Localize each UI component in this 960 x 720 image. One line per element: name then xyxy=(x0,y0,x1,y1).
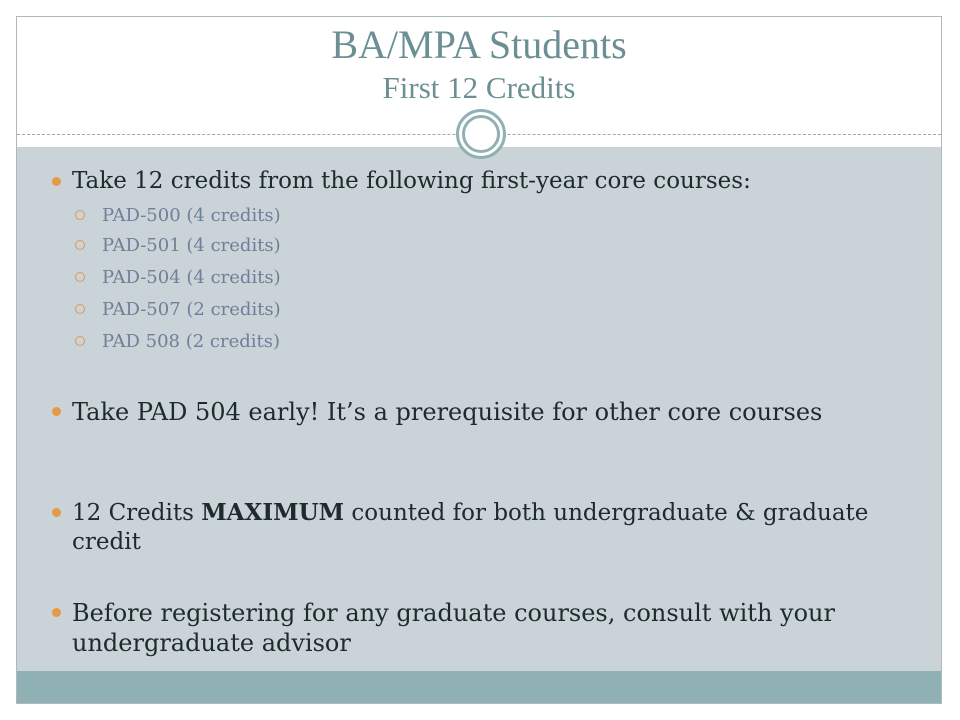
bullet-text-part: counted for both undergraduate & graduate credit xyxy=(72,500,869,555)
slide-content xyxy=(17,17,941,703)
sub-item-text: PAD-500 (4 credits) xyxy=(102,205,281,226)
bullet-dot-icon xyxy=(52,608,61,617)
sub-list-item xyxy=(75,234,675,258)
sub-list-item xyxy=(75,266,675,290)
bullet-dot-icon xyxy=(52,508,61,517)
bullet-text: Take 12 credits from the following first-year core courses: xyxy=(72,168,751,194)
sub-list-item xyxy=(75,330,675,354)
circle-bullet-icon xyxy=(75,272,85,282)
slide-subtitle: First 12 Credits xyxy=(382,70,576,105)
bullet-dot-icon xyxy=(52,177,61,186)
circle-bullet-icon xyxy=(75,304,85,314)
circle-bullet-icon xyxy=(75,336,85,346)
bullet-text xyxy=(72,498,912,557)
sub-item-text: PAD-501 (4 credits) xyxy=(102,235,281,256)
bullet-text-emphasis: MAXIMUM xyxy=(201,499,345,526)
circle-bullet-icon xyxy=(75,240,85,250)
sub-item-text: PAD-504 (4 credits) xyxy=(102,267,281,288)
circle-bullet-icon xyxy=(75,210,85,220)
bullet-text-part: 12 Credits xyxy=(72,500,202,526)
slide-title: BA/MPA Students xyxy=(331,22,627,67)
bullet-dot-icon xyxy=(52,407,61,416)
bullet-text: Take PAD 504 early! It’s a prerequisite for other core courses xyxy=(72,398,823,426)
bullet-text: Before registering for any graduate courses, consult with your undergraduate advisor xyxy=(72,599,835,657)
sub-item-text: PAD-507 (2 credits) xyxy=(102,299,281,320)
slide xyxy=(16,16,942,704)
sub-list-item xyxy=(75,204,675,228)
sub-item-text: PAD 508 (2 credits) xyxy=(102,331,280,352)
sub-list-item xyxy=(75,298,675,322)
